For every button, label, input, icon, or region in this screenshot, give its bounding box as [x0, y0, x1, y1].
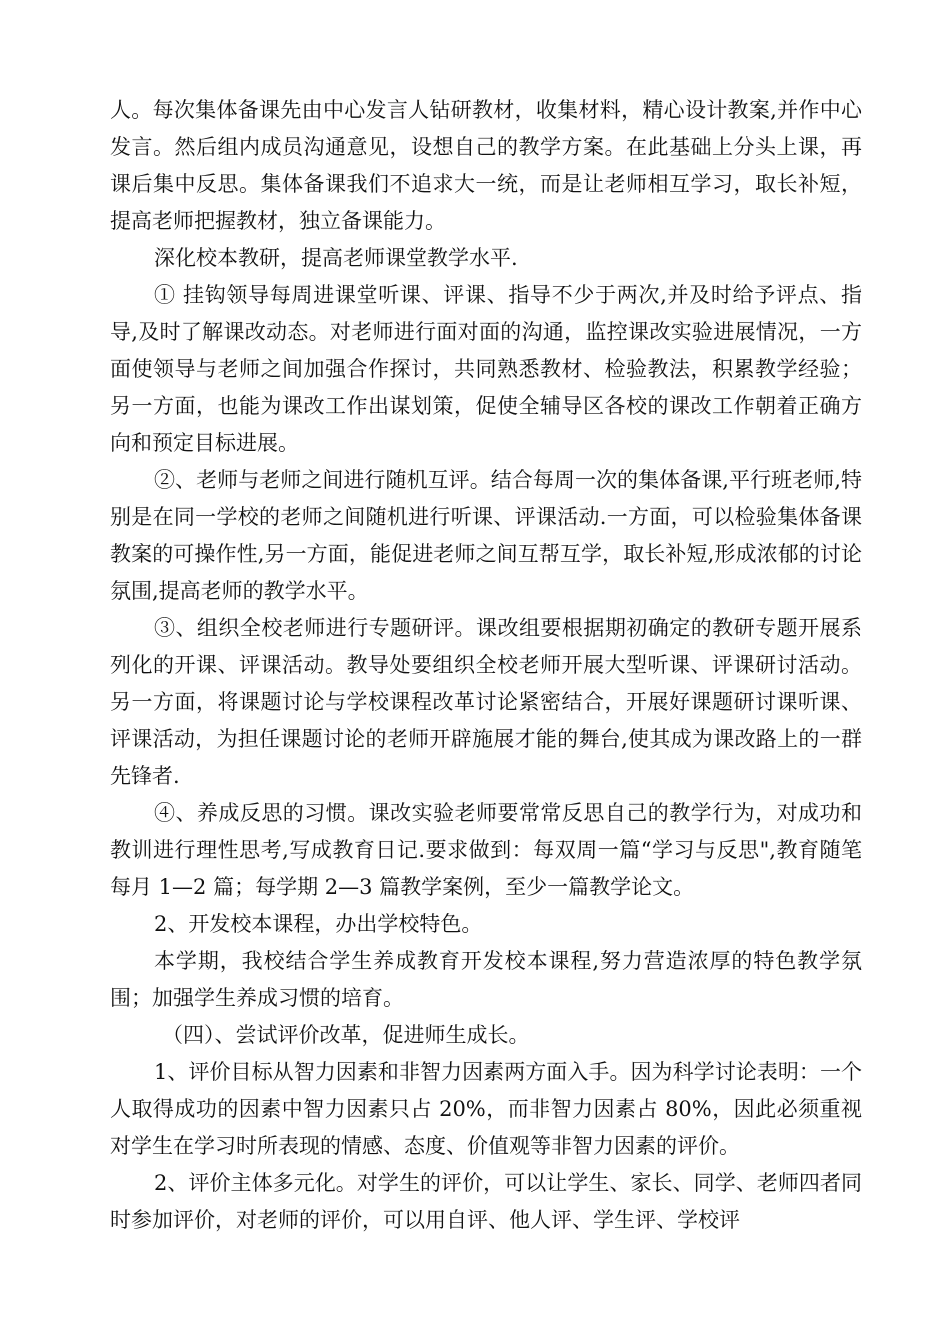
paragraph-2: 深化校本教研，提高老师课堂教学水平.	[154, 246, 518, 270]
paragraph-10: 1、评价目标从智力因素和非智力因素两方面入手。因为科学讨论表明：一个人取得成功的因素中智力因素只占 20%，而非智力因素占 80%，因此必须重视对学生在学习时所表现的情感、态度、价值观等非智力因素的评价。	[110, 1060, 862, 1158]
paragraph-8: 本学期，我校结合学生养成教育开发校本课程,努力营造浓厚的特色教学氛围；加强学生养成习惯的培育。	[110, 949, 862, 1010]
paragraph-9: （四）、尝试评价改革，促进师生成长。	[162, 1023, 530, 1047]
paragraph-7: 2、开发校本课程，办出学校特色。	[154, 912, 483, 936]
paragraph-11: 2、评价主体多元化。对学生的评价，可以让学生、家长、同学、老师四者同时参加评价，对老师的评价，可以用自评、他人评、学生评、学校评	[110, 1171, 862, 1232]
paragraph-6: ④、养成反思的习惯。课改实验老师要常常反思自己的教学行为，对成功和教训进行理性思考,写成教育日记.要求做到：每双周一篇“学习与反思",教育随笔每月 1—2 篇；每学期 2—3 篇教学案例，至少一篇教学论文。	[110, 801, 862, 899]
paragraph-1: 人。每次集体备课先由中心发言人钻研教材，收集材料，精心设计教案,并作中心发言。然后组内成员沟通意见，设想自己的教学方案。在此基础上分头上课，再课后集中反思。集体备课我们不追求大一统，而是让老师相互学习，取长补短，提高老师把握教材，独立备课能力。	[110, 98, 862, 233]
paragraph-4: ②、老师与老师之间进行随机互评。结合每周一次的集体备课,平行班老师,特别是在同一学校的老师之间随机进行听课、评课活动.一方面，可以检验集体备课教案的可操作性,另一方面，能促进老师之间互帮互学，取长补短,形成浓郁的讨论氛围,提高老师的教学水平。	[110, 468, 862, 603]
document-page	[110, 92, 862, 1239]
paragraph-5: ③、组织全校老师进行专题研评。课改组要根据期初确定的教研专题开展系列化的开课、评课活动。教导处要组织全校老师开展大型听课、评课研讨活动。另一方面，将课题讨论与学校课程改革讨论紧密结合，开展好课题研讨课听课、评课活动，为担任课题讨论的老师开辟施展才能的舞台,使其成为课改路上的一群先锋者.	[110, 616, 862, 788]
paragraph-3: ① 挂钩领导每周进课堂听课、评课、指导不少于两次,并及时给予评点、指导,及时了解课改动态。对老师进行面对面的沟通，监控课改实验进展情况，一方面使领导与老师之间加强合作探讨，共同熟悉教材、检验教法，积累教学经验；另一方面，也能为课改工作出谋划策，促使全辅导区各校的课改工作朝着正确方向和预定目标进展。	[110, 283, 862, 455]
